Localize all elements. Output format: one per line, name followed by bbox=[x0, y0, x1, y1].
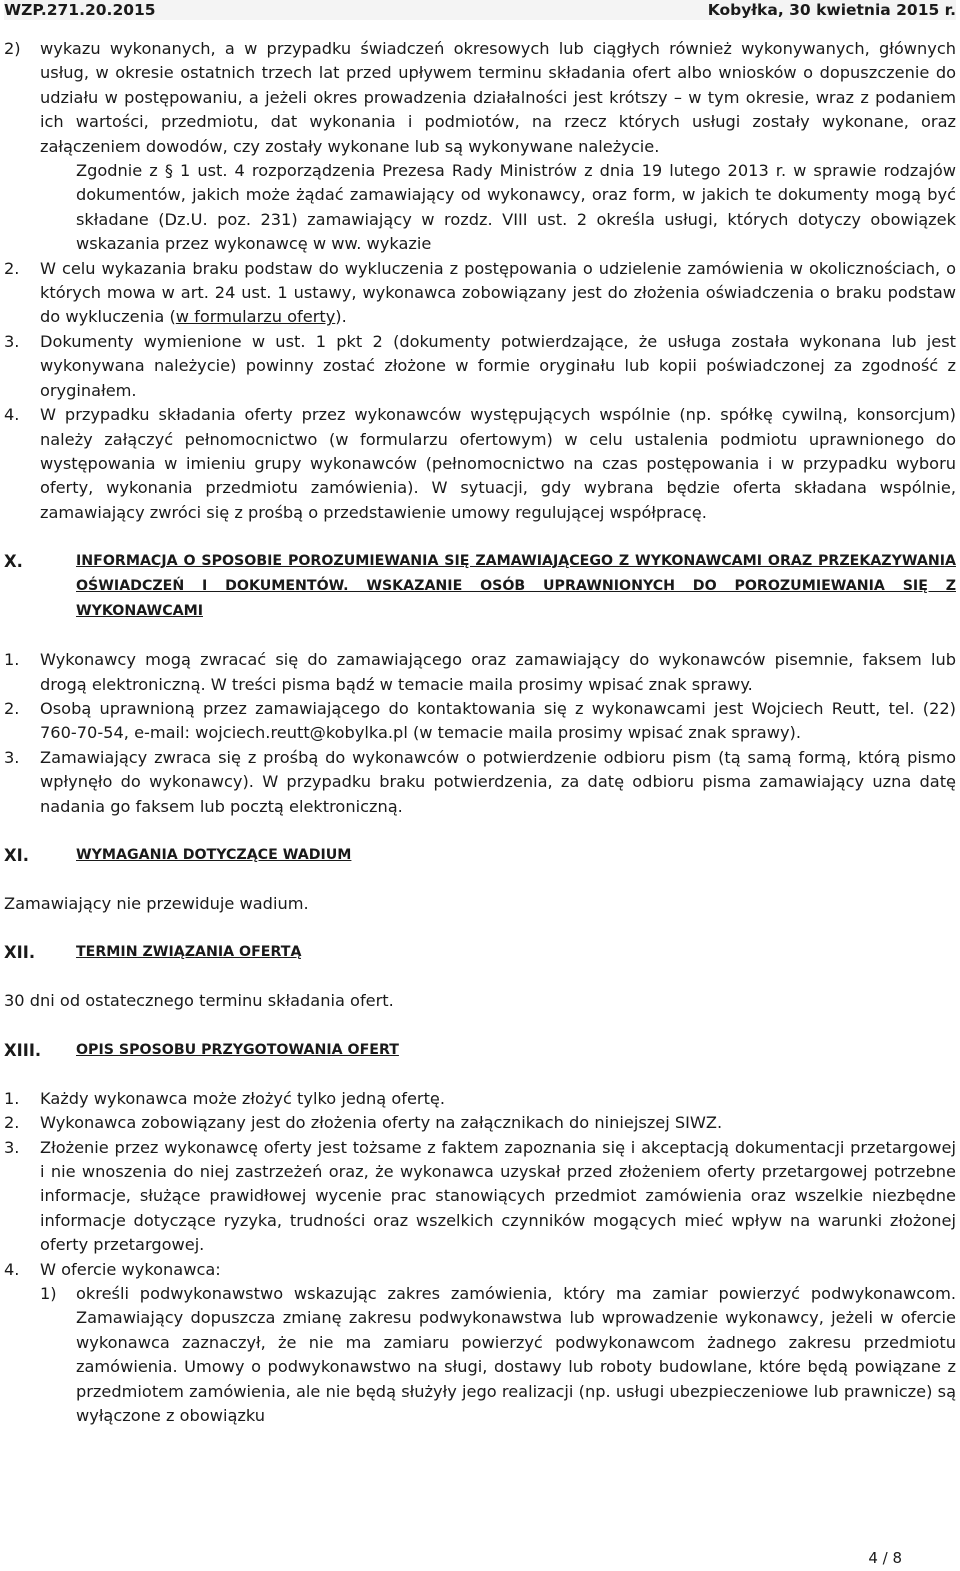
list-number: 3. bbox=[4, 331, 20, 351]
case-reference: WZP.271.20.2015 bbox=[4, 1, 156, 19]
list-number: 2. bbox=[4, 1113, 20, 1133]
list-text: Każdy wykonawca może złożyć tylko jedną ofertę. bbox=[40, 1088, 446, 1108]
list-item bbox=[4, 746, 956, 819]
section-text: 30 dni od ostatecznego terminu składania ofert. bbox=[4, 991, 394, 1011]
list-text: Złożenie przez wykonawcę oferty jest tożsame z faktem zapoznania się i akceptacją dokumentacji przetargowej i nie wnoszenia do niej zastrzeżeń oraz, że wykonawca uzyskał przed złożeniem oferty przetargowej potrzebne informacje, służące prawidłowej wycenie prac stanowiących przedmiot zamówienia oraz wszelkie niezbędne informacje dotyczące ryzyka, trudności oraz wszelkich czynników mogących mieć wpływ na warunki złożonej oferty przetargowej. bbox=[40, 1137, 956, 1255]
sub-list-text: określi podwykonawstwo wskazując zakres zamówienia, który ma zamiar powierzyć podwykonawcom. Zamawiający dopuszcza zmianę zakresu podwykonawstwa lub wprowadzenie wykonawcy, jeżeli w ofercie wykonawca zaznaczył, że nie ma zamiaru powierzyć podwykonawcom żadnego zakresu przedmiotu zamówienia. Umowy o podwykonawstwo na sługi, dostawy lub roboty budowlane, które będą powiązane z przedmiotem zamówienia, ale nie będą służyły jego realizacji (np. usługi ubezpieczeniowe lub prawnicze) są wyłączone z obowiązku bbox=[76, 1284, 956, 1426]
list-item bbox=[4, 1087, 956, 1111]
section-number: XII. bbox=[4, 943, 36, 963]
list-number: 3. bbox=[4, 1137, 20, 1157]
list-item bbox=[4, 1111, 956, 1135]
list-item bbox=[4, 403, 956, 525]
list-number: 2. bbox=[4, 258, 20, 278]
place-and-date: Kobyłka, 30 kwietnia 2015 r. bbox=[707, 1, 956, 19]
list-text: Dokumenty wymienione w ust. 1 pkt 2 (dokumenty potwierdzające, że usługa została wykonana lub jest wykonywana należycie) powinny zostać złożone w formie oryginału lub kopii poświadczonej za zgodność z oryginałem. bbox=[40, 331, 956, 400]
list-item-services bbox=[4, 37, 956, 159]
list-text: Osobą uprawnioną przez zamawiającego do kontaktowania się z wykonawcami jest Wojciech Reutt, tel. (22) 760-70-54, e-mail: wojciech.reutt@kobylka.pl (w temacie maila prosimy wpisać znak sprawy). bbox=[40, 698, 956, 743]
section-title: WYMAGANIA DOTYCZĄCE WADIUM bbox=[76, 846, 352, 863]
list-item bbox=[4, 330, 956, 403]
list-number: 1. bbox=[4, 1088, 20, 1108]
page-header bbox=[4, 0, 956, 20]
list-item bbox=[4, 1258, 956, 1282]
section-heading-xiii bbox=[4, 1038, 956, 1063]
page-number: 4 / 8 bbox=[868, 1549, 902, 1567]
section-number: XI. bbox=[4, 845, 29, 865]
list-text: Wykonawcy mogą zwracać się do zamawiającego oraz zamawiający do wykonawców pisemnie, faksem lub drogą elektroniczną. W treści pisma bądź w temacie maila prosimy wpisać znak sprawy. bbox=[40, 650, 956, 694]
section-title: INFORMACJA O SPOSOBIE POROZUMIEWANIA SIĘ ZAMAWIAJĄCEGO Z WYKONAWCAMI ORAZ PRZEKAZYWANIA OŚWIADCZEŃ I DOKUMENTÓW. WSKAZANIE OSÓB UPRAWNIONYCH DO POROZUMIEWANIA SIĘ Z WYKONAWCAMI bbox=[76, 553, 956, 620]
section-title: TERMIN ZWIĄZANIA OFERTĄ bbox=[76, 944, 302, 961]
document-body bbox=[4, 37, 956, 1428]
sub-list-number: 1) bbox=[40, 1284, 57, 1304]
section-text: Zamawiający nie przewiduje wadium. bbox=[4, 893, 309, 913]
list-number: 4. bbox=[4, 1259, 20, 1279]
list-text: wykazu wykonanych, a w przypadku świadczeń okresowych lub ciągłych również wykonywanych, głównych usług, w okresie ostatnich trzech lat przed upływem terminu składania ofert albo wniosków o dopuszczenie do udziału w postępowaniu, a jeżeli okres prowadzenia działalności jest krótszy – w tym okresie, wraz z podaniem ich wartości, przedmiotu, dat wykonania i podmiotów, na rzecz których usługi zostały wykonane, oraz załączeniem dowodów, czy zostały wykonane lub są wykonywane należycie. bbox=[40, 39, 956, 156]
section-number: XIII. bbox=[4, 1040, 42, 1060]
section-title: OPIS SPOSOBU PRZYGOTOWANIA OFERT bbox=[76, 1041, 399, 1058]
note-text: Zgodnie z § 1 ust. 4 rozporządzenia Prezesa Rady Ministrów z dnia 19 lutego 2013 r. w sprawie rodzajów dokumentów, jakich może żądać zamawiający od wykonawcy, oraz form, w jakich te dokumenty mogą być składane (Dz.U. poz. 231) zamawiający w rozdz. VIII ust. 2 określa usługi, których dotyczy obowiązek wskazania przez wykonawcę w ww. wykazie bbox=[76, 161, 956, 254]
list-item bbox=[4, 697, 956, 746]
section-heading-xii bbox=[4, 940, 956, 965]
list-number: 1. bbox=[4, 650, 20, 670]
list-text: W przypadku składania oferty przez wykonawców występujących wspólnie (np. spółkę cywilną, konsorcjum) należy załączyć pełnomocnictwo (w formularzu ofertowym) w celu ustalenia podmiotu uprawnionego do występowania w imieniu grupy wykonawców (pełnomocnictwo na czas postępowania i w przypadku wyboru oferty, wykonania przedmiotu zamówienia). W sytuacji, gdy wybrana będzie oferta składana wspólnie, zamawiający zwróci się z prośbą o przedstawienie umowy regulującej współpracę. bbox=[40, 405, 956, 522]
list-item bbox=[4, 648, 956, 697]
list-text: Zamawiający zwraca się z prośbą do wykonawców o potwierdzenie odbioru pism (tą samą formą, którą pismo wpłynęło do wykonawcy). W przypadku braku potwierdzenia, za datę odbioru pisma zamawiający uzna datę nadania go faksem lub pocztą elektroniczną. bbox=[40, 747, 956, 816]
list-number: 2. bbox=[4, 698, 20, 718]
list-item bbox=[4, 1136, 956, 1258]
regulation-note bbox=[4, 159, 956, 257]
section-heading-xi bbox=[4, 843, 956, 868]
list-text: Wykonawca zobowiązany jest do złożenia oferty na załącznikach do niniejszej SIWZ. bbox=[40, 1113, 723, 1133]
section-heading-x bbox=[4, 549, 956, 624]
list-text-tail: ). bbox=[335, 307, 347, 327]
section-number: X. bbox=[4, 552, 23, 572]
list-item bbox=[4, 257, 956, 330]
offer-form-reference: w formularzu oferty bbox=[175, 307, 336, 327]
list-number: 4. bbox=[4, 405, 20, 425]
list-number: 2) bbox=[4, 39, 21, 58]
list-number: 3. bbox=[4, 747, 20, 767]
list-text: W celu wykazania braku podstaw do wykluczenia z postępowania o udzielenie zamówienia w okolicznościach, o których mowa w art. 24 ust. 1 ustawy, wykonawca zobowiązany jest do złożenia oświadczenia o braku podstaw do wykluczenia ( bbox=[40, 258, 956, 327]
list-text: W ofercie wykonawca: bbox=[40, 1259, 221, 1279]
sub-list-item bbox=[4, 1282, 956, 1428]
